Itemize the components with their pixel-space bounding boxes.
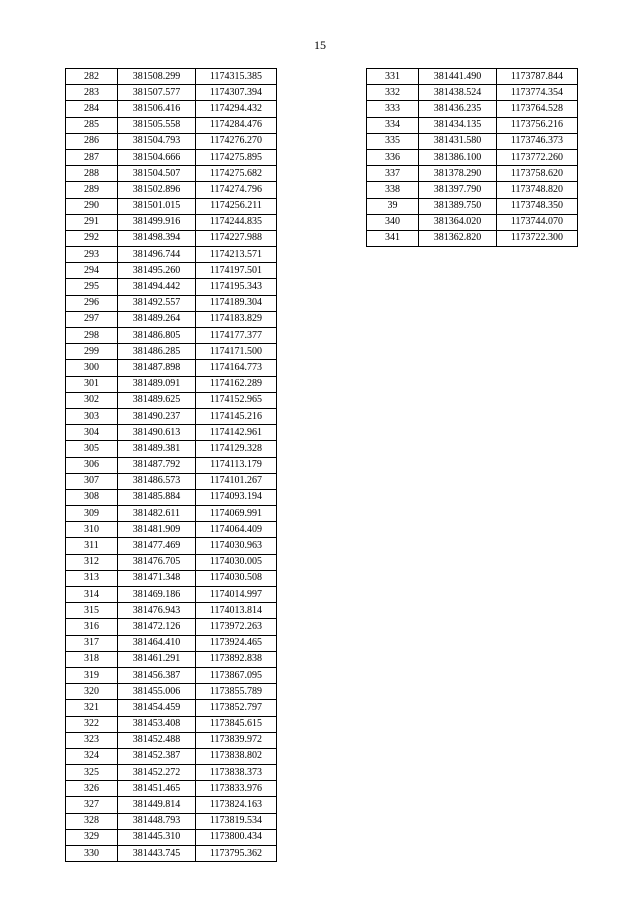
point-number-cell: 316 — [66, 619, 118, 635]
point-number-cell: 317 — [66, 635, 118, 651]
point-number-cell: 323 — [66, 732, 118, 748]
y-coordinate-cell: 1173972.263 — [196, 619, 277, 635]
point-number-cell: 333 — [367, 101, 419, 117]
table-row — [66, 554, 277, 570]
y-coordinate-cell: 1174101.267 — [196, 473, 277, 489]
coordinates-table-right — [366, 68, 578, 247]
x-coordinate-cell: 381486.573 — [118, 473, 196, 489]
table-row — [66, 587, 277, 603]
table-row — [66, 69, 277, 85]
table-row — [66, 117, 277, 133]
y-coordinate-cell: 1174030.508 — [196, 570, 277, 586]
point-number-cell: 310 — [66, 522, 118, 538]
point-number-cell: 312 — [66, 554, 118, 570]
table-row — [66, 603, 277, 619]
point-number-cell: 300 — [66, 360, 118, 376]
point-number-cell: 319 — [66, 667, 118, 683]
point-number-cell: 290 — [66, 198, 118, 214]
x-coordinate-cell: 381397.790 — [419, 182, 497, 198]
y-coordinate-cell: 1174093.194 — [196, 489, 277, 505]
table-row — [66, 360, 277, 376]
y-coordinate-cell: 1174183.829 — [196, 311, 277, 327]
point-number-cell: 289 — [66, 182, 118, 198]
point-number-cell: 341 — [367, 230, 419, 246]
x-coordinate-cell: 381501.015 — [118, 198, 196, 214]
point-number-cell: 321 — [66, 700, 118, 716]
x-coordinate-cell: 381431.580 — [419, 133, 497, 149]
point-number-cell: 295 — [66, 279, 118, 295]
table-row — [66, 344, 277, 360]
x-coordinate-cell: 381499.916 — [118, 214, 196, 230]
point-number-cell: 297 — [66, 311, 118, 327]
x-coordinate-cell: 381477.469 — [118, 538, 196, 554]
x-coordinate-cell: 381461.291 — [118, 651, 196, 667]
y-coordinate-cell: 1173800.434 — [196, 829, 277, 845]
point-number-cell: 328 — [66, 813, 118, 829]
x-coordinate-cell: 381487.898 — [118, 360, 196, 376]
table-row — [66, 765, 277, 781]
y-coordinate-cell: 1174244.835 — [196, 214, 277, 230]
point-number-cell: 294 — [66, 263, 118, 279]
y-coordinate-cell: 1174177.377 — [196, 328, 277, 344]
point-number-cell: 39 — [367, 198, 419, 214]
table-row — [66, 781, 277, 797]
x-coordinate-cell: 381504.507 — [118, 166, 196, 182]
table-row — [66, 214, 277, 230]
x-coordinate-cell: 381489.625 — [118, 392, 196, 408]
x-coordinate-cell: 381464.410 — [118, 635, 196, 651]
y-coordinate-cell: 1173838.373 — [196, 765, 277, 781]
x-coordinate-cell: 381445.310 — [118, 829, 196, 845]
y-coordinate-cell: 1173748.350 — [497, 198, 578, 214]
y-coordinate-cell: 1174315.385 — [196, 69, 277, 85]
x-coordinate-cell: 381476.705 — [118, 554, 196, 570]
x-coordinate-cell: 381504.666 — [118, 149, 196, 165]
table-row — [66, 570, 277, 586]
point-number-cell: 340 — [367, 214, 419, 230]
y-coordinate-cell: 1174142.961 — [196, 425, 277, 441]
table-row — [367, 198, 578, 214]
point-number-cell: 331 — [367, 69, 419, 85]
x-coordinate-cell: 381498.394 — [118, 230, 196, 246]
point-number-cell: 284 — [66, 101, 118, 117]
table-row — [66, 182, 277, 198]
x-coordinate-cell: 381506.416 — [118, 101, 196, 117]
point-number-cell: 305 — [66, 441, 118, 457]
y-coordinate-cell: 1173845.615 — [196, 716, 277, 732]
table-row — [66, 538, 277, 554]
point-number-cell: 304 — [66, 425, 118, 441]
x-coordinate-cell: 381441.490 — [419, 69, 497, 85]
y-coordinate-cell: 1174276.270 — [196, 133, 277, 149]
x-coordinate-cell: 381486.285 — [118, 344, 196, 360]
table-row — [66, 166, 277, 182]
point-number-cell: 286 — [66, 133, 118, 149]
x-coordinate-cell: 381434.135 — [419, 117, 497, 133]
table-row — [66, 829, 277, 845]
table-row — [66, 619, 277, 635]
y-coordinate-cell: 1173824.163 — [196, 797, 277, 813]
point-number-cell: 335 — [367, 133, 419, 149]
table-row — [66, 85, 277, 101]
table-row — [66, 522, 277, 538]
point-number-cell: 308 — [66, 489, 118, 505]
y-coordinate-cell: 1173744.070 — [497, 214, 578, 230]
table-row — [367, 69, 578, 85]
x-coordinate-cell: 381495.260 — [118, 263, 196, 279]
y-coordinate-cell: 1173833.976 — [196, 781, 277, 797]
y-coordinate-cell: 1173787.844 — [497, 69, 578, 85]
table-row — [66, 101, 277, 117]
table-row — [66, 230, 277, 246]
x-coordinate-cell: 381456.387 — [118, 667, 196, 683]
x-coordinate-cell: 381453.408 — [118, 716, 196, 732]
table-row — [367, 101, 578, 117]
point-number-cell: 327 — [66, 797, 118, 813]
point-number-cell: 326 — [66, 781, 118, 797]
y-coordinate-cell: 1173746.373 — [497, 133, 578, 149]
y-coordinate-cell: 1174145.216 — [196, 408, 277, 424]
y-coordinate-cell: 1173764.528 — [497, 101, 578, 117]
x-coordinate-cell: 381469.186 — [118, 587, 196, 603]
point-number-cell: 283 — [66, 85, 118, 101]
table-row — [367, 182, 578, 198]
table-row — [66, 635, 277, 651]
x-coordinate-cell: 381449.814 — [118, 797, 196, 813]
x-coordinate-cell: 381486.805 — [118, 328, 196, 344]
x-coordinate-cell: 381452.488 — [118, 732, 196, 748]
y-coordinate-cell: 1173722.300 — [497, 230, 578, 246]
x-coordinate-cell: 381490.613 — [118, 425, 196, 441]
x-coordinate-cell: 381476.943 — [118, 603, 196, 619]
x-coordinate-cell: 381438.524 — [419, 85, 497, 101]
table-row — [367, 230, 578, 246]
table-row — [66, 133, 277, 149]
point-number-cell: 332 — [367, 85, 419, 101]
x-coordinate-cell: 381364.020 — [419, 214, 497, 230]
point-number-cell: 336 — [367, 149, 419, 165]
point-number-cell: 330 — [66, 846, 118, 862]
y-coordinate-cell: 1174152.965 — [196, 392, 277, 408]
x-coordinate-cell: 381452.272 — [118, 765, 196, 781]
y-coordinate-cell: 1174284.476 — [196, 117, 277, 133]
point-number-cell: 288 — [66, 166, 118, 182]
y-coordinate-cell: 1174294.432 — [196, 101, 277, 117]
x-coordinate-cell: 381496.744 — [118, 247, 196, 263]
y-coordinate-cell: 1173819.534 — [196, 813, 277, 829]
table-row — [367, 85, 578, 101]
y-coordinate-cell: 1174064.409 — [196, 522, 277, 538]
table-row — [367, 117, 578, 133]
y-coordinate-cell: 1173758.620 — [497, 166, 578, 182]
point-number-cell: 285 — [66, 117, 118, 133]
y-coordinate-cell: 1174013.814 — [196, 603, 277, 619]
table-row — [66, 392, 277, 408]
point-number-cell: 313 — [66, 570, 118, 586]
point-number-cell: 303 — [66, 408, 118, 424]
y-coordinate-cell: 1174129.328 — [196, 441, 277, 457]
table-row — [66, 198, 277, 214]
x-coordinate-cell: 381494.442 — [118, 279, 196, 295]
x-coordinate-cell: 381490.237 — [118, 408, 196, 424]
x-coordinate-cell: 381452.387 — [118, 748, 196, 764]
point-number-cell: 314 — [66, 587, 118, 603]
y-coordinate-cell: 1174275.682 — [196, 166, 277, 182]
table-row — [367, 214, 578, 230]
y-coordinate-cell: 1173855.789 — [196, 684, 277, 700]
point-number-cell: 293 — [66, 247, 118, 263]
y-coordinate-cell: 1174162.289 — [196, 376, 277, 392]
x-coordinate-cell: 381454.459 — [118, 700, 196, 716]
x-coordinate-cell: 381448.793 — [118, 813, 196, 829]
y-coordinate-cell: 1173839.972 — [196, 732, 277, 748]
coordinates-table-left — [65, 68, 277, 862]
y-coordinate-cell: 1174307.394 — [196, 85, 277, 101]
x-coordinate-cell: 381481.909 — [118, 522, 196, 538]
x-coordinate-cell: 381455.006 — [118, 684, 196, 700]
table-row — [367, 133, 578, 149]
y-coordinate-cell: 1174227.988 — [196, 230, 277, 246]
x-coordinate-cell: 381487.792 — [118, 457, 196, 473]
y-coordinate-cell: 1174197.501 — [196, 263, 277, 279]
y-coordinate-cell: 1174274.796 — [196, 182, 277, 198]
y-coordinate-cell: 1174030.005 — [196, 554, 277, 570]
x-coordinate-cell: 381472.126 — [118, 619, 196, 635]
table-row — [66, 716, 277, 732]
y-coordinate-cell: 1174014.997 — [196, 587, 277, 603]
table-row — [66, 425, 277, 441]
x-coordinate-cell: 381502.896 — [118, 182, 196, 198]
table-row — [66, 473, 277, 489]
y-coordinate-cell: 1173838.802 — [196, 748, 277, 764]
point-number-cell: 324 — [66, 748, 118, 764]
table-row — [66, 408, 277, 424]
point-number-cell: 318 — [66, 651, 118, 667]
y-coordinate-cell: 1173748.820 — [497, 182, 578, 198]
table-row — [66, 295, 277, 311]
table-row — [66, 263, 277, 279]
table-row — [66, 700, 277, 716]
x-coordinate-cell: 381508.299 — [118, 69, 196, 85]
table-body — [367, 69, 578, 247]
table-row — [66, 684, 277, 700]
y-coordinate-cell: 1174189.304 — [196, 295, 277, 311]
y-coordinate-cell: 1173852.797 — [196, 700, 277, 716]
point-number-cell: 291 — [66, 214, 118, 230]
y-coordinate-cell: 1173867.095 — [196, 667, 277, 683]
x-coordinate-cell: 381389.750 — [419, 198, 497, 214]
x-coordinate-cell: 381482.611 — [118, 506, 196, 522]
point-number-cell: 322 — [66, 716, 118, 732]
point-number-cell: 320 — [66, 684, 118, 700]
table-row — [66, 376, 277, 392]
table-row — [367, 166, 578, 182]
x-coordinate-cell: 381489.264 — [118, 311, 196, 327]
y-coordinate-cell: 1174195.343 — [196, 279, 277, 295]
point-number-cell: 306 — [66, 457, 118, 473]
x-coordinate-cell: 381489.381 — [118, 441, 196, 457]
table-row — [66, 247, 277, 263]
table-row — [66, 651, 277, 667]
point-number-cell: 301 — [66, 376, 118, 392]
x-coordinate-cell: 381507.577 — [118, 85, 196, 101]
point-number-cell: 298 — [66, 328, 118, 344]
table-row — [66, 441, 277, 457]
x-coordinate-cell: 381362.820 — [419, 230, 497, 246]
table-row — [66, 846, 277, 862]
table-row — [66, 748, 277, 764]
x-coordinate-cell: 381451.465 — [118, 781, 196, 797]
table-row — [66, 279, 277, 295]
y-coordinate-cell: 1173756.216 — [497, 117, 578, 133]
point-number-cell: 334 — [367, 117, 419, 133]
x-coordinate-cell: 381485.884 — [118, 489, 196, 505]
table-row — [367, 149, 578, 165]
x-coordinate-cell: 381504.793 — [118, 133, 196, 149]
y-coordinate-cell: 1173774.354 — [497, 85, 578, 101]
point-number-cell: 329 — [66, 829, 118, 845]
point-number-cell: 311 — [66, 538, 118, 554]
table-row — [66, 311, 277, 327]
point-number-cell: 325 — [66, 765, 118, 781]
y-coordinate-cell: 1173892.838 — [196, 651, 277, 667]
point-number-cell: 292 — [66, 230, 118, 246]
y-coordinate-cell: 1174256.211 — [196, 198, 277, 214]
point-number-cell: 309 — [66, 506, 118, 522]
page-number: 15 — [314, 38, 326, 52]
x-coordinate-cell: 381378.290 — [419, 166, 497, 182]
point-number-cell: 302 — [66, 392, 118, 408]
y-coordinate-cell: 1174213.571 — [196, 247, 277, 263]
table-row — [66, 797, 277, 813]
x-coordinate-cell: 381386.100 — [419, 149, 497, 165]
table-row — [66, 489, 277, 505]
y-coordinate-cell: 1173772.260 — [497, 149, 578, 165]
table-row — [66, 328, 277, 344]
x-coordinate-cell: 381489.091 — [118, 376, 196, 392]
table-row — [66, 732, 277, 748]
x-coordinate-cell: 381436.235 — [419, 101, 497, 117]
x-coordinate-cell: 381443.745 — [118, 846, 196, 862]
table-row — [66, 457, 277, 473]
point-number-cell: 337 — [367, 166, 419, 182]
point-number-cell: 307 — [66, 473, 118, 489]
point-number-cell: 299 — [66, 344, 118, 360]
y-coordinate-cell: 1174069.991 — [196, 506, 277, 522]
point-number-cell: 315 — [66, 603, 118, 619]
point-number-cell: 338 — [367, 182, 419, 198]
x-coordinate-cell: 381492.557 — [118, 295, 196, 311]
y-coordinate-cell: 1174171.500 — [196, 344, 277, 360]
table-row — [66, 813, 277, 829]
y-coordinate-cell: 1173924.465 — [196, 635, 277, 651]
table-row — [66, 506, 277, 522]
y-coordinate-cell: 1174030.963 — [196, 538, 277, 554]
point-number-cell: 296 — [66, 295, 118, 311]
table-row — [66, 149, 277, 165]
table-body — [66, 69, 277, 862]
x-coordinate-cell: 381505.558 — [118, 117, 196, 133]
y-coordinate-cell: 1174164.773 — [196, 360, 277, 376]
table-row — [66, 667, 277, 683]
y-coordinate-cell: 1173795.362 — [196, 846, 277, 862]
y-coordinate-cell: 1174113.179 — [196, 457, 277, 473]
y-coordinate-cell: 1174275.895 — [196, 149, 277, 165]
point-number-cell: 282 — [66, 69, 118, 85]
x-coordinate-cell: 381471.348 — [118, 570, 196, 586]
point-number-cell: 287 — [66, 149, 118, 165]
